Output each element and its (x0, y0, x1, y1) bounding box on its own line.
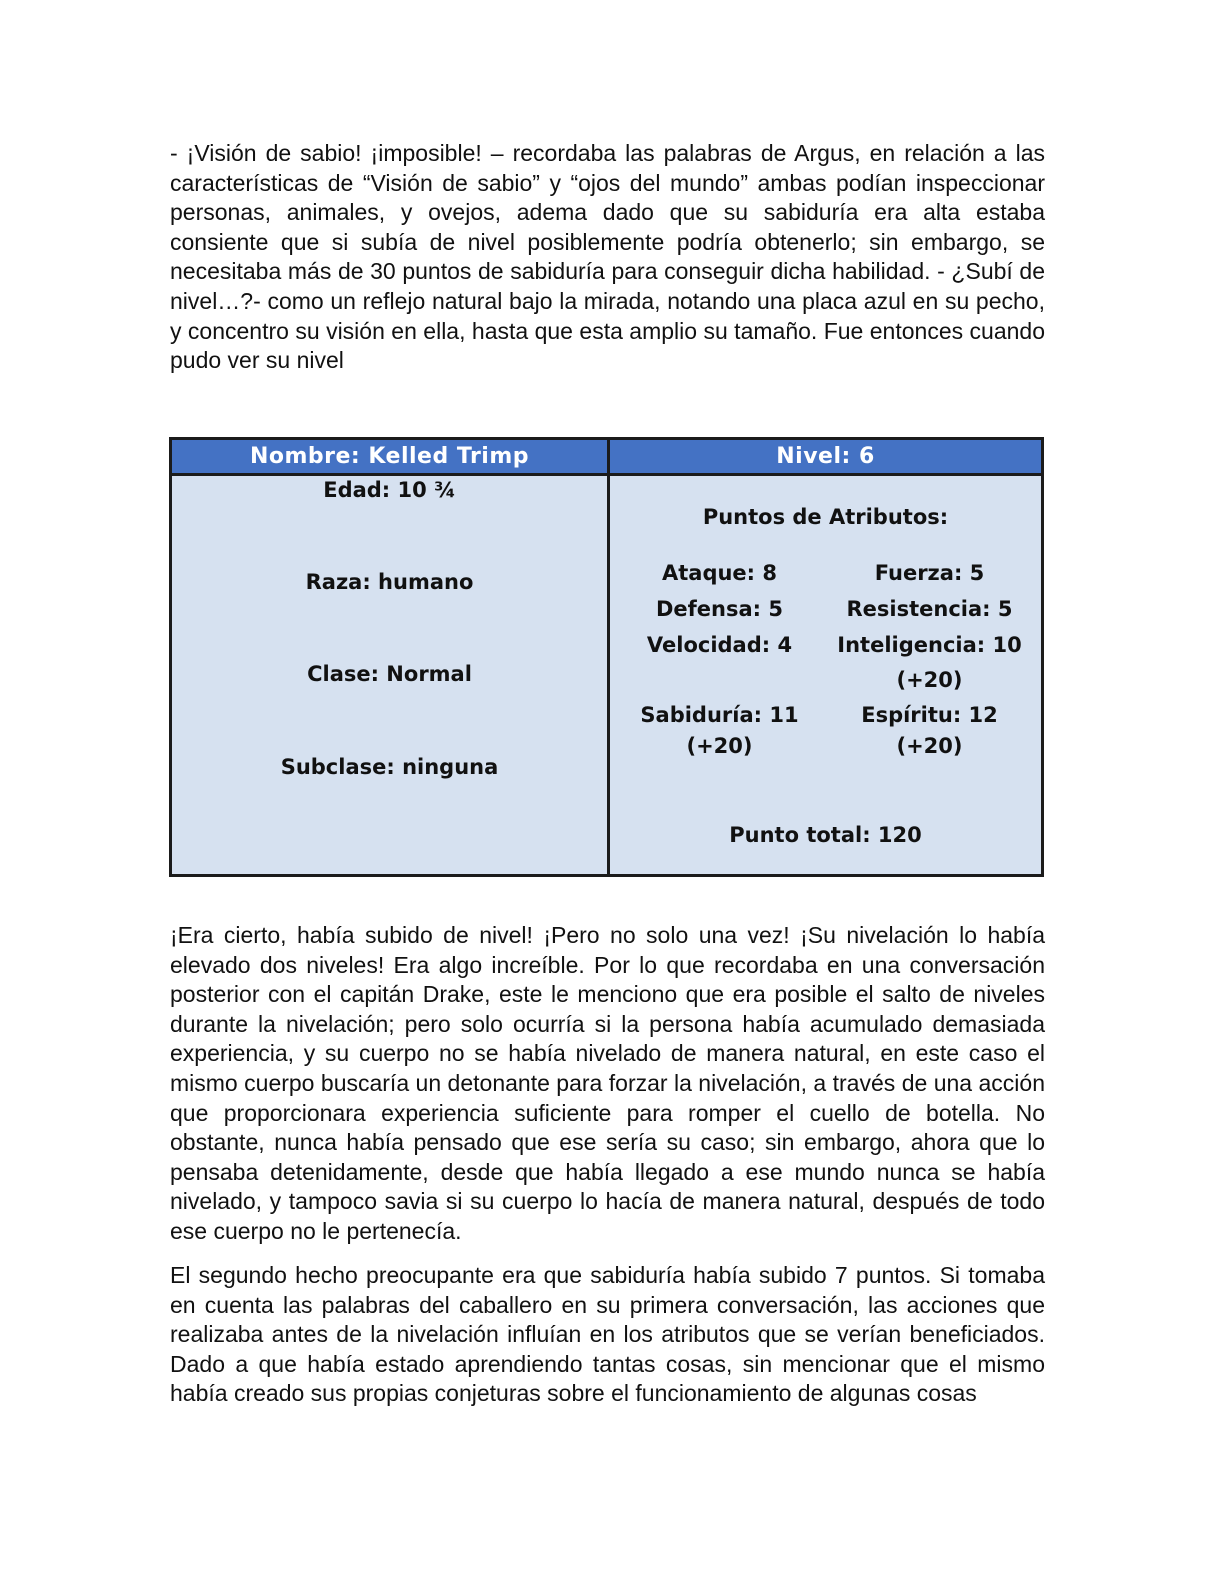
class-label: Clase: Normal (307, 662, 472, 686)
spirit-stat: Espíritu: 12 (861, 703, 998, 727)
wisdom-bonus: (+20) (686, 734, 753, 758)
subclass-label: Subclase: ninguna (280, 755, 499, 779)
intelligence-bonus: (+20) (896, 668, 963, 692)
paragraph-intro: - ¡Visión de sabio! ¡imposible! – recordaba las palabras de Argus, en relación a las características de “Visión de sabio” y “ojos del mundo” ambas podían inspeccionar personas, animales, y ovejos, adema dado que su sabiduría era alta estaba consiente que si subía de nivel posiblemente podría obtenerlo; sin embargo, se necesitaba más de 30 puntos de sabiduría para conseguir dicha habilidad. - ¿Subí de nivel…?- como un reflejo natural bajo la mirada, notando una placa azul en su pecho, y concentro su visión en ella, hasta que esta amplio su tamaño. Fue entonces cuando pudo ver su nivel (170, 140, 1045, 374)
paragraph-level-up: ¡Era cierto, había subido de nivel! ¡Pero no solo una vez! ¡Su nivelación lo había elevado dos niveles! Era algo increíble. Por lo que recordaba en una conversación posterior con el capitán Drake, este le menciono que era posible el salto de niveles durante la nivelación; pero solo ocurría si la persona había acumulado demasiada experiencia, y su cuerpo no se había nivelado de manera natural, en este caso el mismo cuerpo buscaría un detonante para forzar la nivelación, a través de una acción que proporcionara experiencia suficiente para romper el cuello de botella. No obstante, nunca había pensado que ese sería su caso; sin embargo, ahora que lo pensaba detenidamente, desde que había llegado a ese mundo nunca se había nivelado, y tampoco savia si su cuerpo lo hacía de manera natural, después de todo ese cuerpo no le pertenecía. (170, 922, 1045, 1244)
resistance-stat: Resistencia: 5 (846, 597, 1013, 621)
level-header: Nivel: 6 (610, 440, 1041, 476)
status-sheet-table (169, 437, 1044, 877)
paragraph-wisdom: El segundo hecho preocupante era que sabiduría había subido 7 puntos. Si tomaba en cuenta las palabras del caballero en su primera conversación, las acciones que realizaba antes de la nivelación influían en los atributos que se verían beneficiados. Dado a que había estado aprendiendo tantas cosas, sin mencionar que el mismo había creado sus propias conjeturas sobre el funcionamiento de algunas cosas (170, 1262, 1045, 1407)
intelligence-stat: Inteligencia: 10 (837, 633, 1022, 657)
wisdom-stat: Sabiduría: 11 (640, 703, 799, 727)
spirit-bonus: (+20) (896, 734, 963, 758)
attributes-title: Puntos de Atributos: (702, 505, 949, 529)
age-label: Edad: 10 ¾ (323, 478, 456, 502)
speed-stat: Velocidad: 4 (646, 633, 793, 657)
total-points: Punto total: 120 (729, 823, 922, 847)
race-label: Raza: humano (305, 570, 474, 594)
attack-stat: Ataque: 8 (661, 561, 777, 585)
defense-stat: Defensa: 5 (656, 597, 783, 621)
strength-stat: Fuerza: 5 (874, 561, 985, 585)
name-header: Nombre: Kelled Trimp (172, 440, 607, 476)
